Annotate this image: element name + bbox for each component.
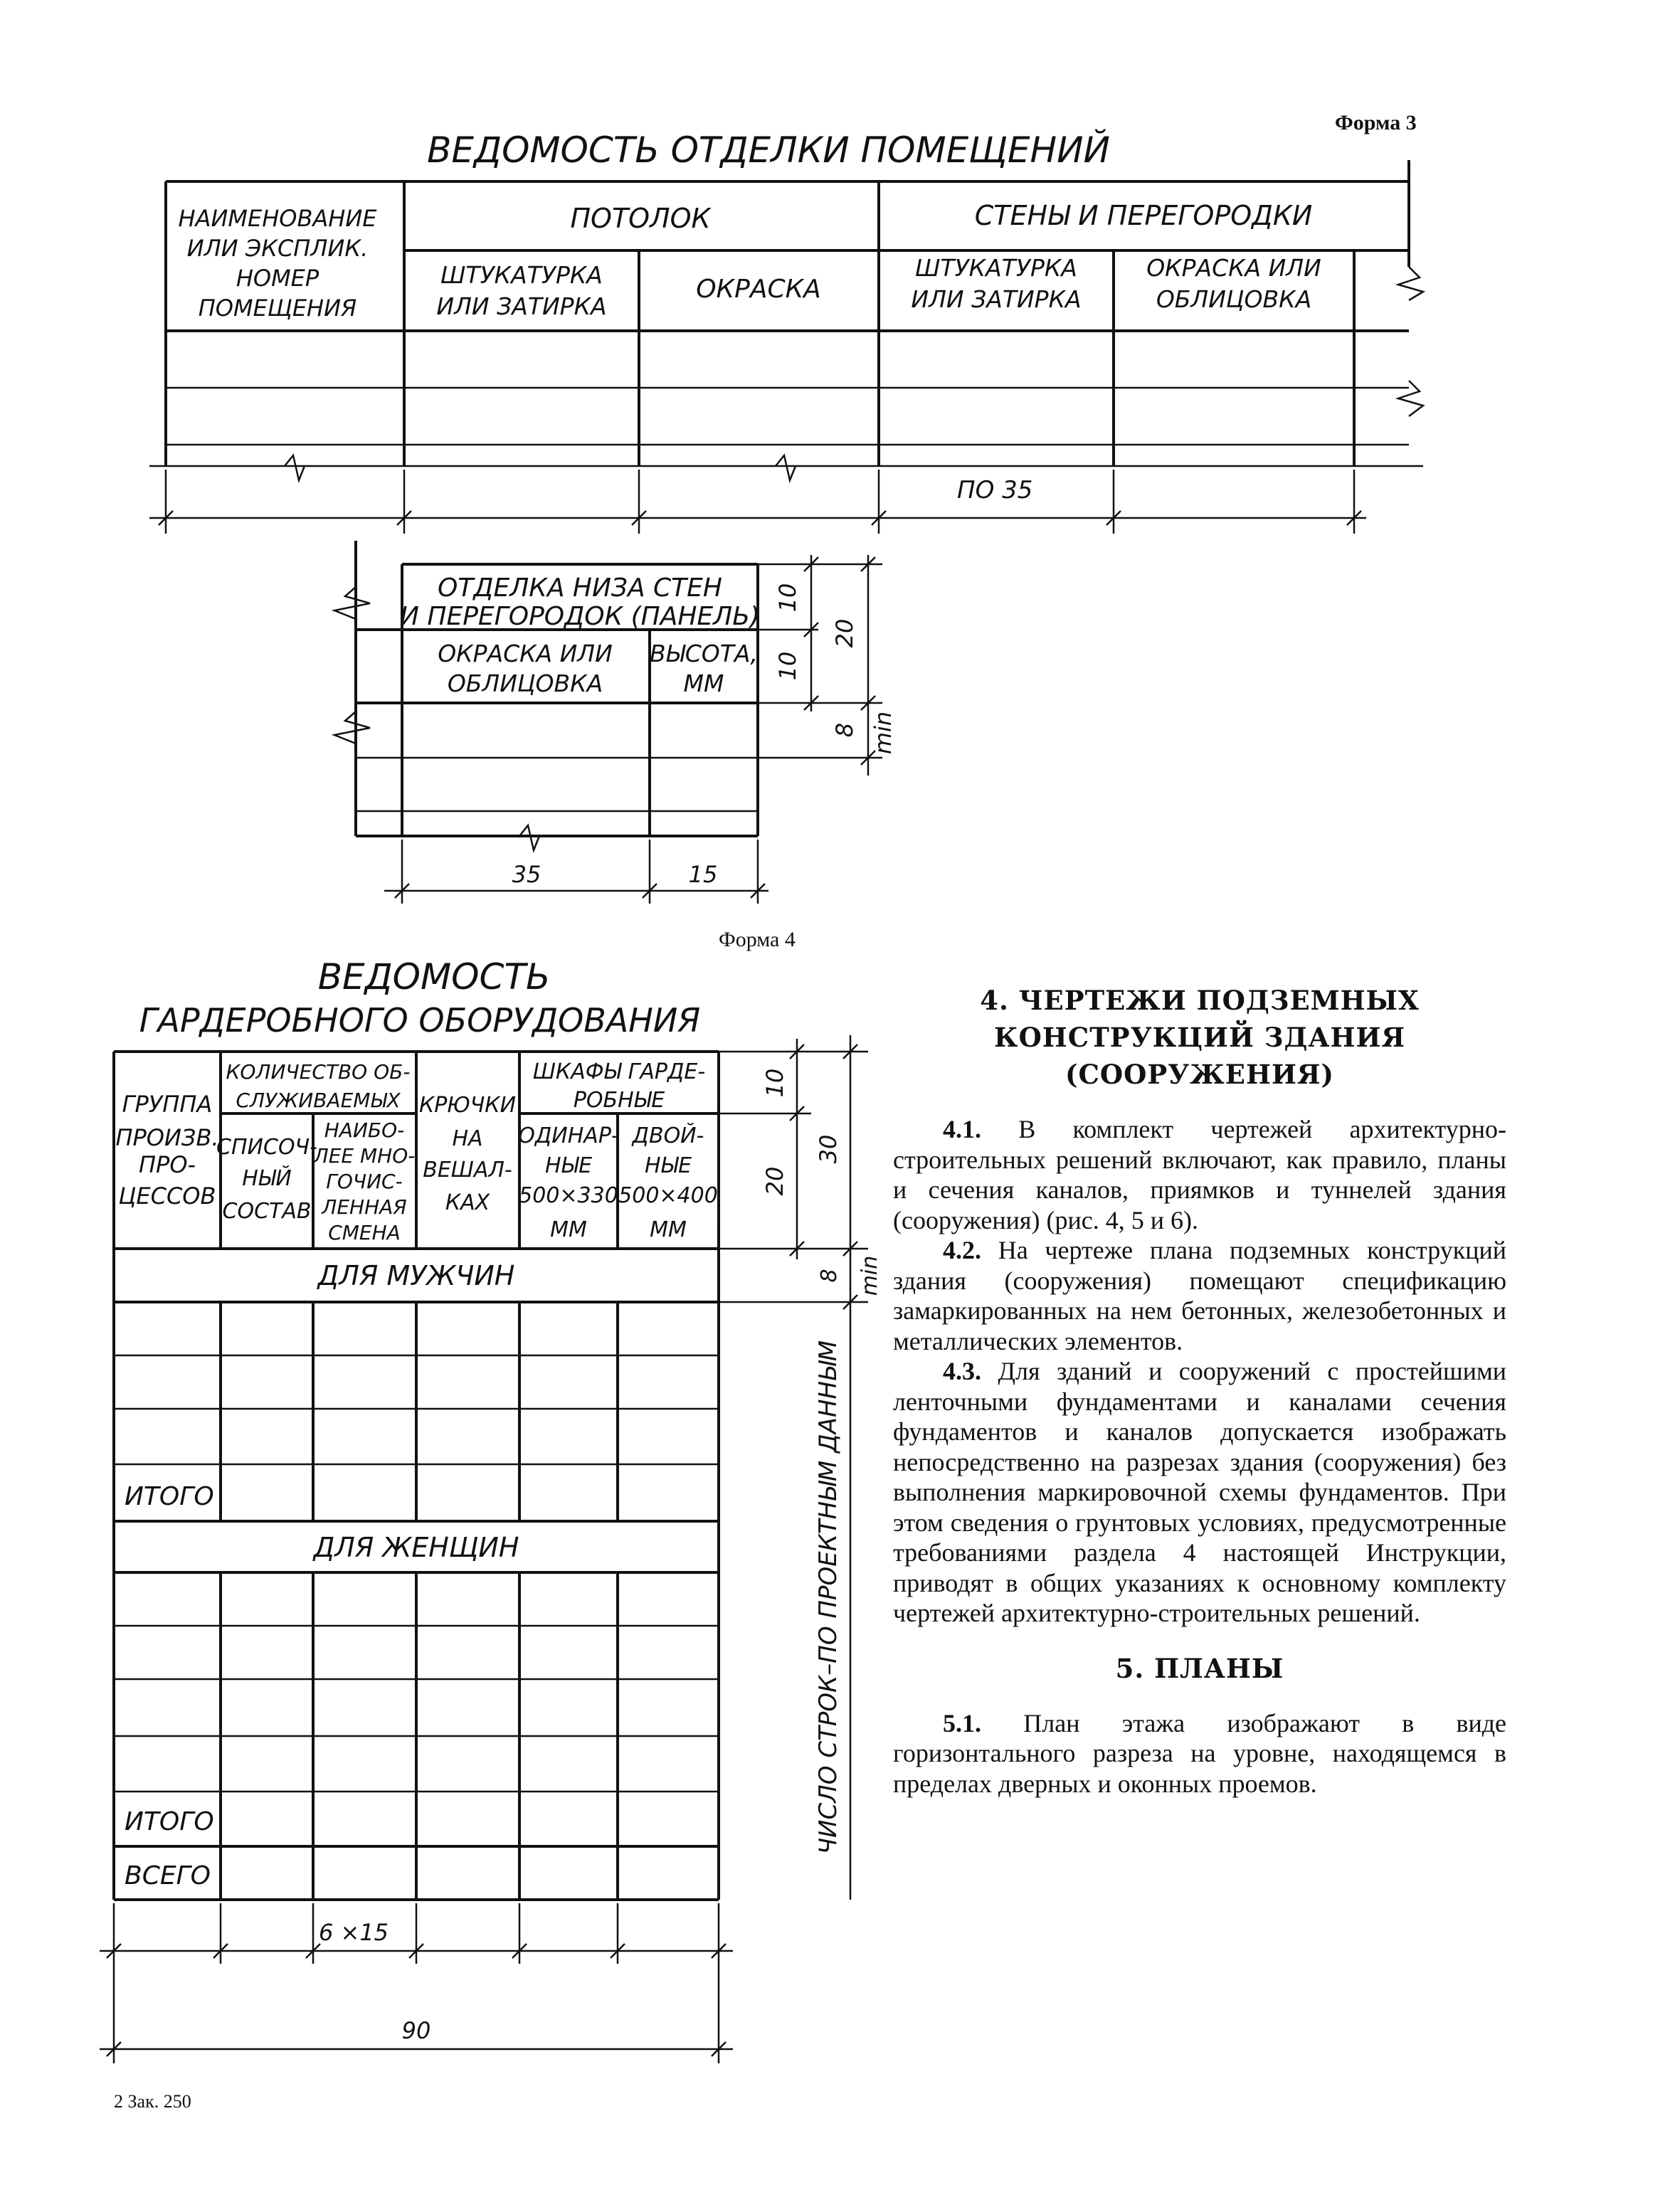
form3c-col-height-1: ВЫСОТА, bbox=[650, 640, 758, 667]
form4-dim-30: 30 bbox=[815, 1134, 842, 1164]
form4-dim-6x15: 6 ×15 bbox=[318, 1919, 389, 1946]
form4-title-1: ВЕДОМОСТЬ bbox=[317, 956, 551, 998]
form3-walls-paint-2: ОБЛИЦОВКА bbox=[1156, 285, 1312, 313]
form4-dim-8: 8 bbox=[817, 1269, 842, 1283]
paragraph-number: 4.2. bbox=[943, 1236, 981, 1264]
form4-col-hooks-4: КАХ bbox=[445, 1190, 490, 1215]
form4-men-row: ДЛЯ МУЖЧИН bbox=[317, 1260, 515, 1291]
form3c-col-paint-1: ОКРАСКА ИЛИ bbox=[438, 640, 613, 667]
form4-head-lockers-2: РОБНЫЕ bbox=[573, 1088, 665, 1113]
form4-dim-min: min bbox=[857, 1255, 882, 1296]
paragraph-text: Для зданий и сооружений с простейшими ленточными фундаментами и каналами сечения фундаментов и каналов допускается изображать непосредственно на разрезах здания (сооружения) без выполнения маркировочной схемы фундаментов. При этом сведения о грунтовых условиях, предусмотренные требованиями раздела 4 настоящей Инструкции, приводят в общих указаниях к основному комплекту чертежей архитектурно-строительных решений. bbox=[893, 1357, 1507, 1627]
form4-col-group-2: ПРОИЗВ. bbox=[115, 1124, 219, 1151]
paragraph-number: 4.1. bbox=[943, 1115, 981, 1143]
form3-walls-head: СТЕНЫ И ПЕРЕГОРОДКИ bbox=[974, 200, 1313, 231]
section5-heading: 5. ПЛАНЫ bbox=[1115, 1652, 1284, 1684]
paragraph-text: На чертеже плана подземных конструкций здания (сооружения) помещают спецификацию замаркированных на нем бетонных, железобетонных и металлических элементов. bbox=[893, 1236, 1507, 1355]
paragraph-text: План этажа изображают в виде горизонтального разреза на уровне, находящемся в пределах дверных и оконных проемов. bbox=[893, 1708, 1507, 1798]
form4-col-group-1: ГРУППА bbox=[122, 1091, 213, 1118]
section4-heading bbox=[893, 982, 1506, 1093]
form4-col-single-3: 500×330 bbox=[519, 1183, 618, 1208]
section4-heading-line-3: (СООРУЖЕНИЯ) bbox=[1064, 1059, 1335, 1090]
form4-col-shift-1: НАИБО- bbox=[324, 1118, 405, 1142]
form3-col-name-3: НОМЕР bbox=[236, 265, 319, 292]
form3-table bbox=[149, 111, 1423, 534]
form3c-dim-35: 35 bbox=[512, 861, 541, 888]
form3-col-name-2: ИЛИ ЭКСПЛИК. bbox=[186, 235, 369, 262]
form4-col-shift-3: ГОЧИС- bbox=[326, 1170, 403, 1193]
form4-col-hooks-2: НА bbox=[452, 1126, 483, 1151]
form4-head-lockers-1: ШКАФЫ ГАРДЕ- bbox=[532, 1059, 706, 1084]
form3-walls-paint-1: ОКРАСКА ИЛИ bbox=[1146, 254, 1321, 282]
paragraph-number: 4.3. bbox=[943, 1357, 981, 1385]
paragraph-text: В комплект чертежей архитектурно-строительных решений включают, как правило, планы и сечения каналов, приямков и туннелей здания (сооружения) (рис. 4, 5 и 6). bbox=[893, 1115, 1507, 1234]
footer-order: 2 Зак. 250 bbox=[114, 2091, 191, 2112]
paragraph-4-2 bbox=[893, 1235, 1506, 1356]
form4-col-group-4: ЦЕССОВ bbox=[118, 1183, 216, 1210]
paragraph-4-3 bbox=[893, 1356, 1506, 1629]
form3-walls-plaster-1: ШТУКАТУРКА bbox=[915, 254, 1077, 282]
form4-col-shift-4: ЛЕННАЯ bbox=[322, 1195, 407, 1219]
form4-col-double-1: ДВОЙ- bbox=[632, 1123, 704, 1148]
form3c-dim-15: 15 bbox=[688, 861, 718, 888]
form3-label: Форма 3 bbox=[1335, 111, 1417, 134]
form4-col-group-3: ПРО- bbox=[138, 1151, 196, 1178]
form4-col-list-3: СОСТАВ bbox=[222, 1199, 312, 1224]
form3-ceiling-head: ПОТОЛОК bbox=[570, 203, 711, 234]
form4-total-men: ИТОГО bbox=[125, 1482, 214, 1511]
paragraph-5-1 bbox=[893, 1708, 1506, 1799]
form3-title: ВЕДОМОСТЬ ОТДЕЛКИ ПОМЕЩЕНИЙ bbox=[427, 129, 1110, 171]
form4-total-women: ИТОГО bbox=[125, 1807, 214, 1836]
form4-dim-90: 90 bbox=[401, 2017, 431, 2044]
form4-rows-note: ЧИСЛО СТРОК–ПО ПРОЕКТНЫМ ДАННЫМ bbox=[814, 1340, 842, 1855]
form3c-group-2: И ПЕРЕГОРОДОК (ПАНЕЛЬ) bbox=[400, 602, 760, 631]
paragraph-4-1 bbox=[893, 1114, 1506, 1235]
form4-label: Форма 4 bbox=[719, 928, 796, 951]
form3c-dim-8: 8 bbox=[831, 722, 858, 738]
form4-grand-total: ВСЕГО bbox=[125, 1861, 211, 1890]
form3-ceiling-paint: ОКРАСКА bbox=[696, 275, 821, 304]
form4-title-2: ГАРДЕРОБНОГО ОБОРУДОВАНИЯ bbox=[139, 1001, 701, 1039]
paragraph-number: 5.1. bbox=[943, 1708, 981, 1737]
form4-dim-20: 20 bbox=[761, 1166, 788, 1196]
form4-head-qty-1: КОЛИЧЕСТВО ОБ- bbox=[226, 1060, 411, 1084]
form3-ceiling-plaster-2: ИЛИ ЗАТИРКА bbox=[436, 292, 607, 320]
form4-col-double-3: 500×400 bbox=[618, 1183, 718, 1208]
form4-women-row: ДЛЯ ЖЕНЩИН bbox=[313, 1532, 519, 1563]
form4-head-qty-2: СЛУЖИВАЕМЫХ bbox=[236, 1089, 401, 1112]
form4-col-hooks-1: КРЮЧКИ bbox=[418, 1093, 517, 1118]
form3c-col-paint-2: ОБЛИЦОВКА bbox=[447, 670, 603, 697]
form4-col-hooks-3: ВЕШАЛ- bbox=[423, 1158, 512, 1183]
form4-col-list-1: СПИСОЧ- bbox=[216, 1135, 317, 1160]
form3-col-name-4: ПОМЕЩЕНИЯ bbox=[198, 295, 357, 322]
form3-walls-plaster-2: ИЛИ ЗАТИРКА bbox=[911, 285, 1082, 313]
form3-dim-each: ПО 35 bbox=[957, 476, 1033, 504]
section4-heading-line-1: 4. ЧЕРТЕЖИ ПОДЗЕМНЫХ bbox=[980, 985, 1420, 1016]
form4-col-shift-2: ЛЕЕ МНО- bbox=[313, 1144, 416, 1168]
form4-dim-10: 10 bbox=[761, 1068, 788, 1098]
form3-col-name-1: НАИМЕНОВАНИЕ bbox=[178, 205, 377, 232]
form4-col-list-2: НЫЙ bbox=[242, 1166, 292, 1191]
form3c-dim-10b: 10 bbox=[774, 651, 801, 681]
form3c-group-1: ОТДЕЛКА НИЗА СТЕН bbox=[438, 573, 722, 603]
section4-heading-line-2: КОНСТРУКЦИЙ ЗДАНИЯ bbox=[993, 1022, 1406, 1053]
form4-col-single-4: ММ bbox=[550, 1217, 587, 1242]
form3c-dim-min: min bbox=[870, 711, 897, 755]
form4-table bbox=[100, 928, 882, 2063]
form4-col-double-2: НЫЕ bbox=[644, 1153, 692, 1178]
body-text bbox=[893, 982, 1506, 1799]
form3-continuation-table bbox=[334, 541, 897, 904]
form4-col-single-1: ОДИНАР- bbox=[518, 1123, 619, 1148]
form3c-dim-20: 20 bbox=[831, 618, 858, 648]
form3c-dim-10a: 10 bbox=[774, 583, 801, 613]
form3c-col-height-2: ММ bbox=[683, 670, 724, 697]
form3-ceiling-plaster-1: ШТУКАТУРКА bbox=[440, 261, 603, 289]
form4-col-shift-5: СМЕНА bbox=[328, 1221, 401, 1244]
form4-col-single-2: НЫЕ bbox=[544, 1153, 593, 1178]
form4-col-double-4: ММ bbox=[650, 1217, 687, 1242]
